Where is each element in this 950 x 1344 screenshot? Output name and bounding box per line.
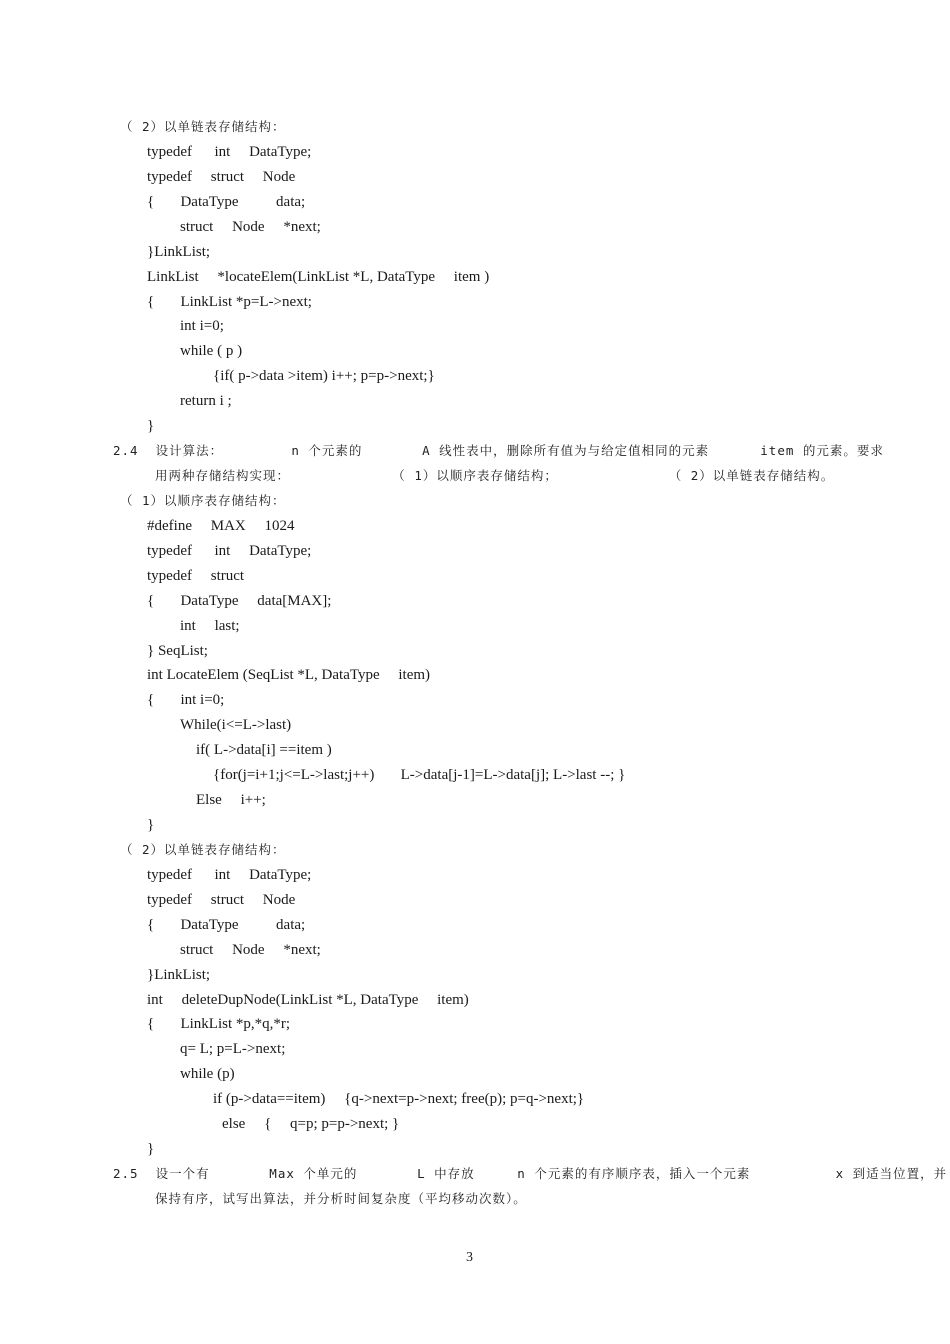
text-line: q= L; p=L->next; <box>180 1041 286 1058</box>
text-line: typedef int DataType; <box>147 143 312 160</box>
text-line: 用两种存储结构实现： （ 1）以顺序表存储结构； （ 2）以单链表存储结构。 <box>155 468 835 484</box>
text-line: typedef int DataType; <box>147 866 312 883</box>
text-line: typedef int DataType; <box>147 542 312 559</box>
text-line: } SeqList; <box>147 642 208 659</box>
text-line: 2.4 设计算法： n 个元素的 A 线性表中，删除所有值为与给定值相同的元素 item 的元素。要求 <box>113 443 884 459</box>
text-line: （ 2）以单链表存储结构： <box>120 119 286 134</box>
text-line: struct Node *next; <box>180 218 321 235</box>
text-line: int last; <box>180 617 240 634</box>
text-line: struct Node *next; <box>180 941 321 958</box>
text-line: Else i++; <box>196 792 266 809</box>
text-line: int i=0; <box>180 318 224 335</box>
text-line: { LinkList *p,*q,*r; <box>147 1016 291 1033</box>
text-line: { LinkList *p=L->next; <box>147 293 312 310</box>
text-line: 保持有序，试写出算法，并分析时间复杂度（平均移动次数）。 <box>155 1190 527 1206</box>
text-line: 2.5 设一个有 Max 个单元的 L 中存放 n 个元素的有序顺序表，插入一个元素 x 到适当位置，并 <box>113 1166 948 1182</box>
text-line: while (p) <box>180 1066 235 1083</box>
text-line: {for(j=i+1;j<=L->last;j++) L->data[j-1]=L->data[j]; L->last --; } <box>213 767 626 784</box>
text-line: int deleteDupNode(LinkList *L, DataType item) <box>147 991 469 1008</box>
text-line: } <box>147 817 155 834</box>
text-line: { DataType data; <box>147 193 306 210</box>
text-line: { int i=0; <box>147 692 225 709</box>
text-line: While(i<=L->last) <box>180 717 292 734</box>
text-line: if (p->data==item) {q->next=p->next; free(p); p=q->next;} <box>213 1091 585 1108</box>
text-line: { DataType data; <box>147 916 306 933</box>
text-line: } <box>147 418 155 435</box>
text-line: typedef struct Node <box>147 891 296 908</box>
text-line: if( L->data[i] ==item ) <box>196 742 332 759</box>
text-line: （ 2）以单链表存储结构： <box>120 841 286 857</box>
text-line: } <box>147 1141 155 1158</box>
text-line: typedef struct <box>147 567 245 584</box>
text-line: LinkList *locateElem(LinkList *L, DataType item ) <box>147 268 490 285</box>
text-line: （ 1）以顺序表存储结构： <box>120 492 286 508</box>
text-line: }LinkList; <box>147 966 211 983</box>
text-line: }LinkList; <box>147 243 211 260</box>
text-line: else { q=p; p=p->next; } <box>222 1116 400 1133</box>
text-line: int LocateElem (SeqList *L, DataType item) <box>147 667 431 684</box>
text-line: { DataType data[MAX]; <box>147 592 332 609</box>
text-line: typedef struct Node <box>147 168 296 185</box>
text-line: return i ; <box>180 393 232 410</box>
text-line: {if( p->data >item) i++; p=p->next;} <box>213 368 435 385</box>
text-line: #define MAX 1024 <box>147 517 295 534</box>
page-number: 3 <box>466 1250 473 1265</box>
text-line: while ( p ) <box>180 343 243 360</box>
